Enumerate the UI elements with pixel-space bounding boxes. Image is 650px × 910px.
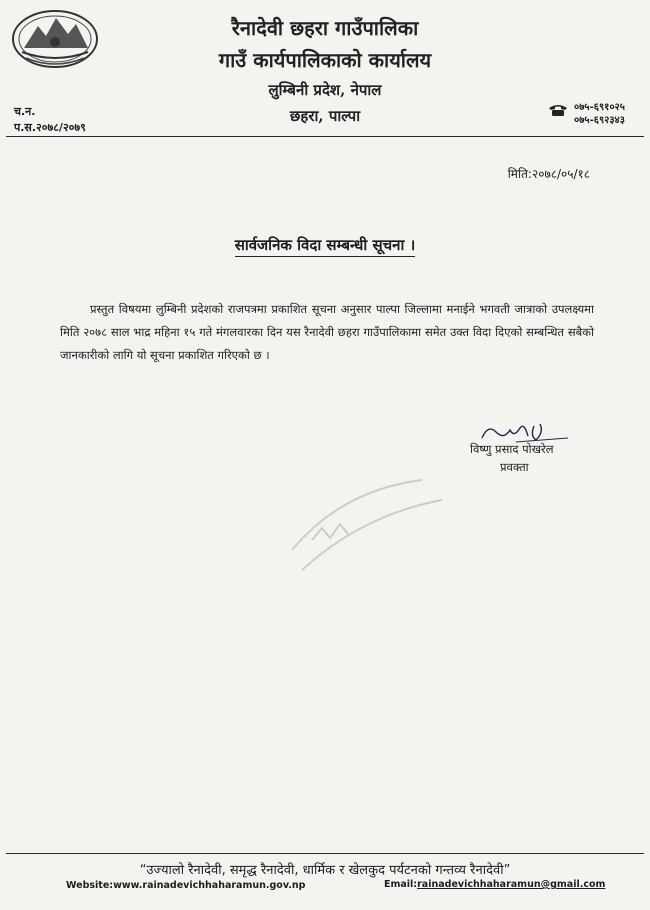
notice-subject-text: सार्वजनिक विदा सम्बन्धी सूचना । [235, 236, 416, 257]
telephone-icon [548, 103, 568, 117]
footer-divider [6, 853, 644, 854]
office-name: रैनादेवी छहरा गाउँपालिका [231, 16, 419, 40]
fiscal-year: प.स.२०७८/२०७९ [14, 121, 86, 134]
header-divider [6, 136, 644, 137]
notice-date: मिति:२०७८/०५/१८ [507, 167, 590, 181]
office-type: गाउँ कार्यपालिकाको कार्यालय [218, 48, 432, 72]
signer-role: प्रवक्ता [500, 460, 529, 474]
phone-number-1: ०७५-६९१०२५ [574, 102, 625, 113]
footer-email-address[interactable]: rainadevichhaharamun@gmail.com [417, 879, 606, 890]
notice-body: प्रस्तुत विषयमा लुम्बिनी प्रदेशको राजपत्रमा प्रकाशित सूचना अनुसार पाल्पा जिल्लामा मनाईने भगवती जात्राको उपलक्ष्यमा मिति २०७८ साल भाद्र महिना १५ गते मंगलवारका दिन यस रैनादेवी छहरा गाउँपालिकामा समेत उक्त विदा दिएको सम्बन्धित सबैको जानकारीको लागि यो सूचना प्रकाशित गरिएको छ । [60, 302, 594, 362]
phone-number-2: ०७५-६९२३४३ [574, 115, 625, 126]
footer-email-label: Email: [384, 879, 418, 890]
office-address: छहरा, पाल्पा [289, 107, 361, 125]
footer-website[interactable]: Website:www.rainadevichhaharamun.gov.np [66, 880, 306, 891]
footer-email[interactable] [384, 879, 605, 890]
office-province: लुम्बिनी प्रदेश, नेपाल [268, 81, 382, 99]
phone-numbers [574, 101, 625, 127]
dispatch-number-label: च.न. [14, 105, 36, 118]
reference-block [14, 104, 86, 136]
office-stamp-icon [272, 470, 452, 580]
signatory [470, 440, 554, 476]
signer-name: विष्णु प्रसाद पोखरेल [470, 442, 554, 456]
notice-subject [0, 235, 650, 255]
footer-slogan: “उज्यालो रैनादेवी, समृद्ध रैनादेवी, धार्मिक र खेलकुद पर्यटनको गन्तव्य रैनादेवी” [139, 863, 511, 878]
